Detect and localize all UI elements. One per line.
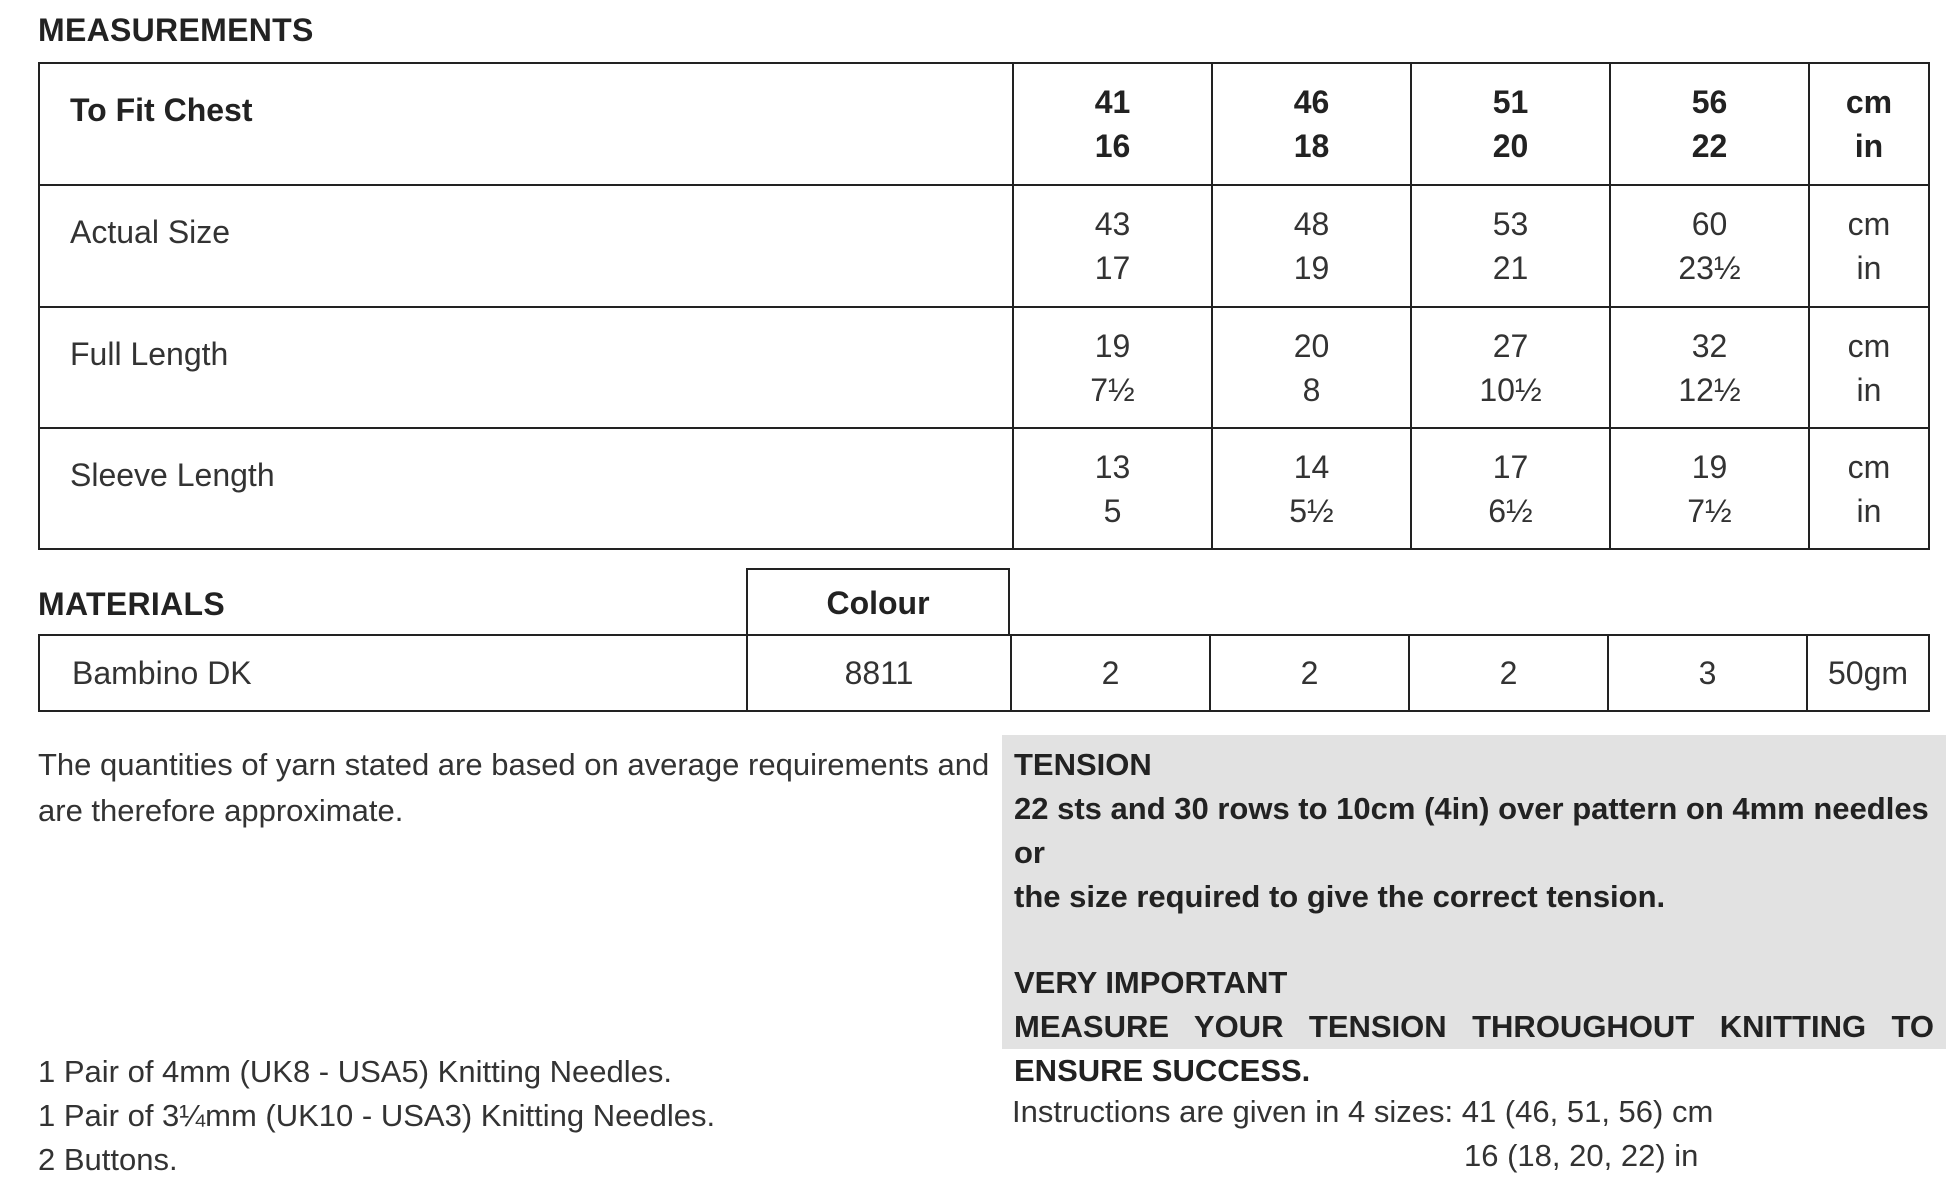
row-label: Actual Size: [39, 185, 1013, 307]
quantity-cell: 2: [1210, 635, 1409, 711]
row-full-length: [39, 307, 1929, 428]
unit-cell: cm in: [1809, 63, 1929, 185]
size-cell: 51 20: [1411, 63, 1610, 185]
size-cell: 17 6½: [1411, 428, 1610, 549]
buttons-line: 2 Buttons.: [38, 1142, 178, 1177]
sizes-info: [1012, 1090, 1713, 1178]
size-cell: 53 21: [1411, 185, 1610, 307]
needles-line: 1 Pair of 4mm (UK8 - USA5) Knitting Needles.: [38, 1054, 673, 1089]
needles-line: 1 Pair of 3¼mm (UK10 - USA3) Knitting Needles.: [38, 1098, 716, 1133]
yarn-name: Bambino DK: [39, 635, 747, 711]
materials-heading: MATERIALS: [38, 586, 225, 622]
materials-row: [39, 635, 1929, 711]
needles-list: [38, 1050, 715, 1182]
row-actual-size: [39, 185, 1929, 307]
size-cell: 19 7½: [1013, 307, 1212, 428]
yarn-note: [38, 742, 998, 834]
materials-table: [38, 634, 1930, 712]
important-title: VERY IMPORTANT: [1014, 965, 1288, 1000]
size-cell: 41 16: [1013, 63, 1212, 185]
tension-box: [1002, 735, 1946, 1088]
row-sleeve-length: [39, 428, 1929, 549]
colour-header: Colour: [746, 568, 1010, 634]
size-cell: 48 19: [1212, 185, 1411, 307]
yarn-note-line: are therefore approximate.: [38, 793, 404, 828]
row-to-fit-chest: [39, 63, 1929, 185]
quantity-cell: 2: [1011, 635, 1210, 711]
size-cell: 46 18: [1212, 63, 1411, 185]
yarn-note-line: The quantities of yarn stated are based on average requirements and: [38, 747, 990, 782]
quantity-cell: 2: [1409, 635, 1608, 711]
size-cell: 27 10½: [1411, 307, 1610, 428]
important-line: ENSURE SUCCESS.: [1014, 1053, 1311, 1088]
unit-cell: 50gm: [1807, 635, 1929, 711]
sizes-line: Instructions are given in 4 sizes: 41 (46, 51, 56) cm: [1012, 1094, 1714, 1129]
measurements-table: [38, 62, 1930, 550]
tension-line: 22 sts and 30 rows to 10cm (4in) over pattern on 4mm needles or: [1014, 791, 1929, 870]
unit-cell: cm in: [1809, 185, 1929, 307]
size-cell: 19 7½: [1610, 428, 1809, 549]
tension-title: TENSION: [1014, 747, 1152, 782]
size-cell: 56 22: [1610, 63, 1809, 185]
size-cell: 32 12½: [1610, 307, 1809, 428]
row-label: Sleeve Length: [39, 428, 1013, 549]
size-cell: 13 5: [1013, 428, 1212, 549]
colour-code: 8811: [747, 635, 1011, 711]
size-cell: 43 17: [1013, 185, 1212, 307]
row-label: Full Length: [39, 307, 1013, 428]
sizes-line: 16 (18, 20, 22) in: [1464, 1138, 1699, 1173]
measurements-heading: MEASUREMENTS: [38, 12, 314, 48]
quantity-cell: 3: [1608, 635, 1807, 711]
tension-line: the size required to give the correct tension.: [1014, 879, 1666, 914]
size-cell: 14 5½: [1212, 428, 1411, 549]
row-label: To Fit Chest: [39, 63, 1013, 185]
size-cell: 60 23½: [1610, 185, 1809, 307]
important-line: MEASURE YOUR TENSION THROUGHOUT KNITTING TO: [1014, 1009, 1934, 1044]
size-cell: 20 8: [1212, 307, 1411, 428]
unit-cell: cm in: [1809, 428, 1929, 549]
unit-cell: cm in: [1809, 307, 1929, 428]
